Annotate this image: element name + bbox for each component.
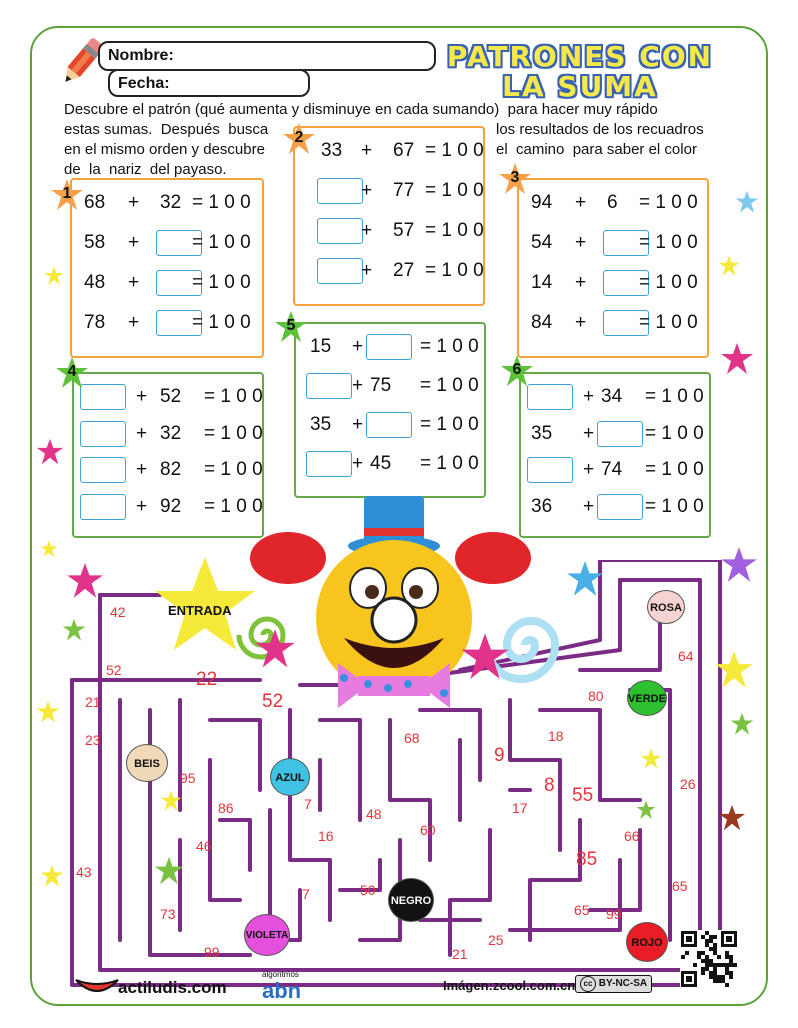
card-number-badge [282, 122, 316, 156]
decorative-star-icon [566, 560, 604, 598]
card-number-badge [498, 162, 532, 196]
equals-hundred: = 1 0 0 [420, 453, 479, 474]
instructions-line-3b: el camino para saber el color [496, 141, 697, 158]
exercise-card-1 [70, 178, 264, 358]
decorative-star-icon [66, 562, 104, 600]
addend: 36 [531, 495, 553, 517]
decorative-star-icon [40, 540, 58, 558]
maze-number: 42 [110, 604, 126, 620]
ball-violeta[interactable]: VIOLETA [244, 914, 290, 956]
entrada-label: ENTRADA [168, 603, 232, 618]
equals-hundred: = 1 0 0 [204, 422, 263, 444]
maze-number: 52 [262, 691, 284, 712]
decorative-star-icon [718, 804, 746, 832]
decorative-star-icon [720, 342, 754, 376]
addend: 34 [601, 386, 623, 407]
addend: 74 [601, 459, 623, 480]
fecha-field[interactable] [108, 69, 310, 97]
instructions-line-2a: estas sumas. Después busca [64, 121, 269, 138]
card-number-badge [55, 356, 89, 390]
actiludis-link[interactable]: actiludis.com [118, 978, 227, 997]
ball-verde[interactable]: VERDE [627, 680, 667, 716]
plus-sign: + [352, 414, 364, 435]
equals-hundred: = 1 0 0 [645, 495, 704, 517]
ball-negro[interactable]: NEGRO [388, 878, 434, 922]
addend: 52 [160, 386, 182, 407]
equals-hundred: = 1 0 0 [639, 192, 698, 213]
plus-sign: + [128, 272, 140, 293]
plus-sign: + [361, 140, 373, 161]
plus-sign: + [361, 180, 373, 201]
maze-number: 17 [512, 800, 528, 816]
instructions-line-2b: los resultados de los recuadros [496, 121, 704, 138]
answer-box[interactable] [306, 373, 352, 399]
maze-number: 21 [452, 946, 468, 962]
fecha-label: Fecha: [118, 75, 170, 92]
decorative-star-icon [254, 628, 296, 670]
equals-hundred: = 1 0 0 [420, 375, 479, 396]
decorative-star-icon [718, 255, 740, 277]
ball-azul[interactable]: AZUL [270, 758, 310, 796]
card-number: 3 [510, 169, 520, 186]
answer-box[interactable] [80, 494, 126, 520]
equals-hundred: = 1 0 0 [420, 336, 479, 357]
abn-small-label: algoritmos [262, 970, 299, 979]
addend: 32 [160, 422, 182, 444]
addend: 45 [370, 453, 392, 474]
image-credit: Imágen:zcool.com.cn [443, 978, 576, 993]
equals-hundred: = 1 0 0 [425, 220, 484, 241]
card-number-badge [500, 354, 534, 388]
addend: 33 [321, 140, 343, 161]
answer-box[interactable] [366, 334, 412, 360]
plus-sign: + [128, 192, 140, 213]
cc-icon: cc [580, 976, 596, 992]
equals-hundred: = 1 0 0 [639, 232, 698, 253]
maze-number: 50 [360, 882, 376, 898]
equals-hundred: = 1 0 0 [204, 495, 263, 517]
exercise-card-3 [517, 178, 709, 358]
plus-sign: + [352, 453, 364, 474]
decorative-star-icon [62, 618, 86, 642]
equals-hundred: = 1 0 0 [425, 260, 484, 281]
maze-number: 55 [572, 785, 594, 806]
smile-logo-icon [74, 976, 120, 998]
maze-number: 7 [304, 796, 312, 812]
addend: 57 [393, 220, 415, 241]
addend: 32 [160, 192, 182, 213]
addend: 14 [531, 272, 553, 293]
instructions-line-3a: en el mismo orden y descubre [64, 141, 265, 158]
exercise-card-2 [293, 126, 485, 306]
plus-sign: + [583, 386, 595, 407]
addend: 67 [393, 140, 415, 161]
plus-sign: + [136, 386, 148, 407]
equals-hundred: = 1 0 0 [204, 459, 263, 480]
decorative-star-icon [720, 546, 758, 584]
plus-sign: + [136, 459, 148, 480]
maze-number: 99 [204, 944, 220, 960]
answer-box[interactable] [306, 451, 352, 477]
answer-box[interactable] [317, 218, 363, 244]
answer-box[interactable] [527, 457, 573, 483]
ball-beis[interactable]: BEIS [126, 744, 168, 782]
maze-number: 85 [576, 849, 598, 870]
nombre-field[interactable] [98, 41, 436, 71]
maze-number: 8 [544, 775, 555, 796]
addend: 48 [84, 272, 106, 293]
card-number: 4 [67, 363, 77, 380]
maze-number: 22 [196, 669, 218, 690]
decorative-star-icon [636, 800, 656, 820]
addend: 68 [84, 192, 106, 213]
instructions-line-1: Descubre el patrón (qué aumenta y disminuye en cada sumando) para hacer muy rápido [64, 101, 658, 118]
title-line-1: PATRONES CON [446, 40, 714, 73]
decorative-star-icon [730, 712, 754, 736]
decorative-star-icon [160, 790, 182, 812]
equals-hundred: = 1 0 0 [204, 386, 263, 407]
addend: 15 [310, 336, 332, 357]
answer-box[interactable] [597, 421, 643, 447]
addend: 35 [531, 422, 553, 444]
decorative-star-icon [40, 864, 64, 888]
card-number: 5 [286, 317, 296, 334]
maze-number: 16 [318, 828, 334, 844]
answer-box[interactable] [366, 412, 412, 438]
equals-hundred: = 1 0 0 [192, 272, 251, 293]
plus-sign: + [575, 312, 587, 333]
qr-code-icon [680, 930, 738, 988]
license-badge [575, 975, 652, 993]
card-number: 1 [62, 185, 72, 202]
addend: 82 [160, 459, 182, 480]
maze-number: 43 [76, 864, 92, 880]
answer-box[interactable] [80, 421, 126, 447]
instructions-line-4: de la nariz del payaso. [64, 161, 227, 178]
plus-sign: + [352, 375, 364, 396]
equals-hundred: = 1 0 0 [639, 272, 698, 293]
decorative-star-icon [154, 856, 184, 886]
exercise-card-6 [519, 372, 711, 538]
maze-number: 95 [180, 770, 196, 786]
plus-sign: + [583, 459, 595, 480]
addend: 94 [531, 192, 553, 213]
addend: 58 [84, 232, 106, 253]
maze-number: 7 [302, 886, 310, 902]
equals-hundred: = 1 0 0 [192, 232, 251, 253]
answer-box[interactable] [317, 178, 363, 204]
addend: 75 [370, 375, 392, 396]
plus-sign: + [136, 422, 148, 444]
maze-number: 9 [494, 745, 505, 766]
decorative-star-icon [36, 700, 60, 724]
nombre-label: Nombre: [108, 47, 174, 64]
plus-sign: + [575, 192, 587, 213]
card-number-badge [274, 310, 308, 344]
plus-sign: + [583, 495, 595, 517]
plus-sign: + [575, 272, 587, 293]
maze-number: 26 [680, 776, 696, 792]
plus-sign: + [361, 220, 373, 241]
maze-number: 86 [218, 800, 234, 816]
decorative-star-icon [735, 190, 759, 214]
maze-number: 99 [606, 906, 622, 922]
addend: 27 [393, 260, 415, 281]
abn-logo: abn [262, 978, 302, 1003]
maze-number: 52 [106, 662, 122, 678]
card-number: 2 [294, 129, 304, 146]
decorative-star-icon [460, 632, 510, 682]
answer-box[interactable] [317, 258, 363, 284]
maze-number: 48 [366, 806, 382, 822]
page-title [440, 42, 720, 102]
decorative-star-icon [714, 650, 754, 690]
plus-sign: + [128, 312, 140, 333]
decorative-star-icon [640, 748, 662, 770]
maze-number: 46 [196, 838, 212, 854]
addend: 92 [160, 495, 182, 517]
decorative-star-icon [36, 438, 64, 466]
equals-hundred: = 1 0 0 [645, 386, 704, 407]
equals-hundred: = 1 0 0 [192, 312, 251, 333]
plus-sign: + [128, 232, 140, 253]
addend: 6 [607, 192, 618, 213]
maze-number: 60 [420, 822, 436, 838]
exercise-card-5 [294, 322, 486, 498]
plus-sign: + [583, 422, 595, 444]
maze-number: 65 [574, 902, 590, 918]
equals-hundred: = 1 0 0 [645, 459, 704, 480]
maze-number: 68 [404, 730, 420, 746]
equals-hundred: = 1 0 0 [425, 180, 484, 201]
addend: 35 [310, 414, 332, 435]
ball-rosa[interactable]: ROSA [647, 590, 685, 624]
equals-hundred: = 1 0 0 [420, 414, 479, 435]
equals-hundred: = 1 0 0 [639, 312, 698, 333]
plus-sign: + [361, 260, 373, 281]
maze-number: 64 [678, 648, 694, 664]
decorative-star-icon [44, 266, 64, 286]
maze-number: 80 [588, 688, 604, 704]
addend: 54 [531, 232, 553, 253]
addend: 77 [393, 180, 415, 201]
maze-number: 18 [548, 728, 564, 744]
title-line-2: LA SUMA [502, 70, 658, 103]
addend: 84 [531, 312, 553, 333]
maze-number: 23 [85, 732, 101, 748]
license-label: BY-NC-SA [598, 978, 648, 989]
equals-hundred: = 1 0 0 [192, 192, 251, 213]
card-number: 6 [512, 361, 522, 378]
card-number-badge [50, 178, 84, 212]
equals-hundred: = 1 0 0 [425, 140, 484, 161]
maze-number: 21 [85, 694, 101, 710]
maze-number: 65 [672, 878, 688, 894]
plus-sign: + [136, 495, 148, 517]
ball-rojo[interactable]: ROJO [626, 922, 668, 962]
plus-sign: + [575, 232, 587, 253]
exercise-card-4 [72, 372, 264, 538]
answer-box[interactable] [80, 457, 126, 483]
maze-number: 73 [160, 906, 176, 922]
equals-hundred: = 1 0 0 [645, 422, 704, 444]
maze-number: 66 [624, 828, 640, 844]
answer-box[interactable] [597, 494, 643, 520]
addend: 78 [84, 312, 106, 333]
maze-number: 25 [488, 932, 504, 948]
plus-sign: + [352, 336, 364, 357]
